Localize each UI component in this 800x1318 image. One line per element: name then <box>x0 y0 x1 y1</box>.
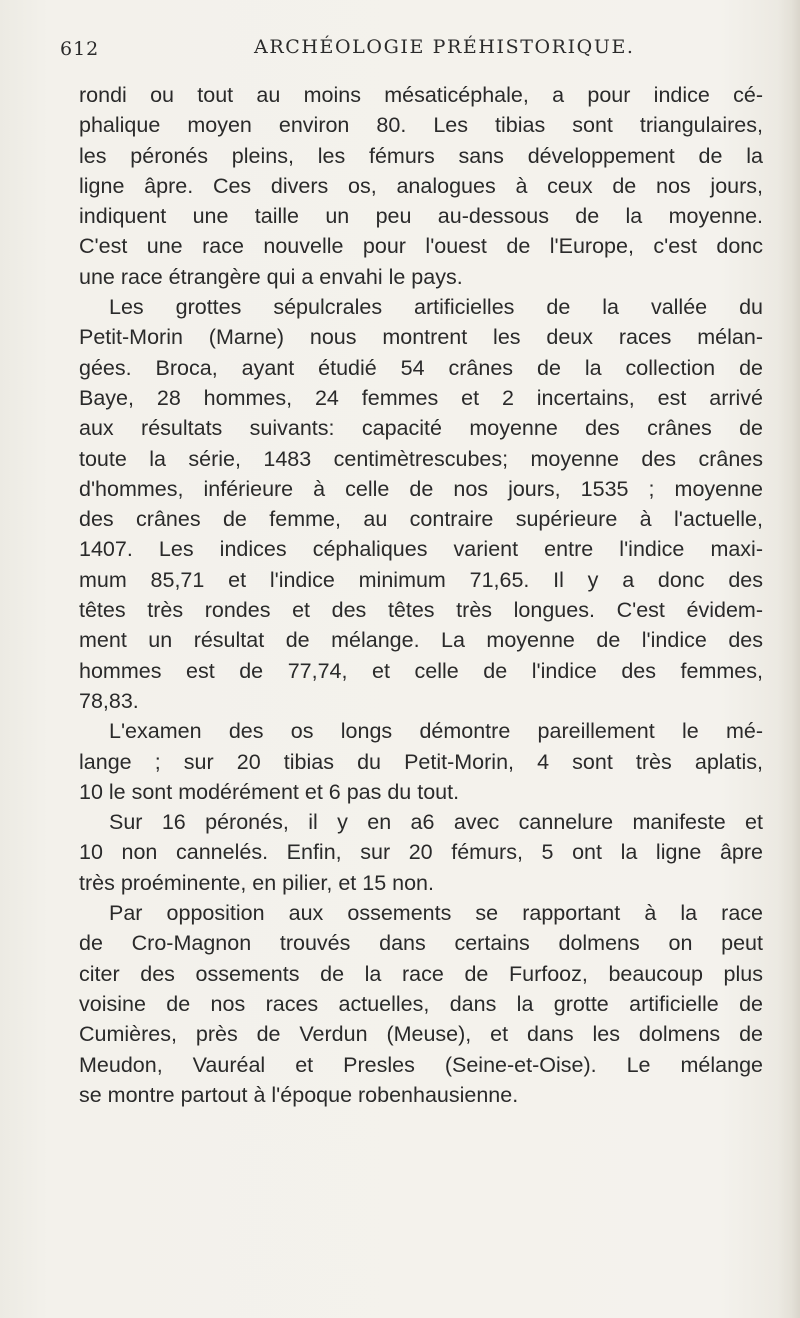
text-line: mum 85,71 et l'indice minimum 71,65. Il y a donc des <box>79 567 763 592</box>
text-line: Par opposition aux ossements se rapportant à la race <box>109 901 763 926</box>
text-line: gées. Broca, ayant étudié 54 crânes de la collection de <box>79 355 763 380</box>
text-line: se montre partout à l'époque robenhausienne. <box>79 1082 519 1107</box>
text-line: Sur 16 péronés, il y en a6 avec cannelure manifeste et <box>109 810 763 835</box>
text-line: 78,83. <box>79 688 139 713</box>
text-line: lange ; sur 20 tibias du Petit-Morin, 4 sont très aplatis, <box>79 749 763 774</box>
text-line: les péronés pleins, les fémurs sans développement de la <box>79 143 763 168</box>
text-line: voisine de nos races actuelles, dans la grotte artificielle de <box>79 991 763 1016</box>
body-text <box>79 80 763 1110</box>
text-line: hommes est de 77,74, et celle de l'indice des femmes, <box>79 658 763 683</box>
text-line: citer des ossements de la race de Furfooz, beaucoup plus <box>79 961 763 986</box>
text-line: très proéminente, en pilier, et 15 non. <box>79 870 434 895</box>
text-line: rondi ou tout au moins mésaticéphale, a pour indice cé- <box>79 83 763 107</box>
text-line: L'examen des os longs démontre pareillement le mé- <box>109 719 763 744</box>
text-line: Cumières, près de Verdun (Meuse), et dans les dolmens de <box>79 1022 763 1047</box>
text-line: d'hommes, inférieure à celle de nos jours, 1535 ; moyenne <box>79 476 763 501</box>
text-line: Baye, 28 hommes, 24 femmes et 2 incertains, est arrivé <box>79 385 763 410</box>
text-line: ment un résultat de mélange. La moyenne de l'indice des <box>79 628 763 653</box>
text-line: de Cro-Magnon trouvés dans certains dolmens on peut <box>79 931 763 956</box>
running-title: ARCHÉOLOGIE PRÉHISTORIQUE. <box>254 36 635 58</box>
page-header <box>56 30 756 64</box>
text-line: des crânes de femme, au contraire supérieure à l'actuelle, <box>79 507 763 532</box>
text-line: Les grottes sépulcrales artificielles de la vallée du <box>109 295 763 320</box>
text-line: 10 non cannelés. Enfin, sur 20 fémurs, 5 ont la ligne âpre <box>79 840 763 865</box>
text-line: aux résultats suivants: capacité moyenne des crânes de <box>79 416 763 441</box>
text-line: têtes très rondes et des têtes très longues. C'est évidem- <box>79 598 763 623</box>
text-line: toute la série, 1483 centimètrescubes; moyenne des crânes <box>79 446 763 471</box>
page-number: 612 <box>60 38 100 60</box>
text-line: une race étrangère qui a envahi le pays. <box>79 264 463 289</box>
text-line: ligne âpre. Ces divers os, analogues à ceux de nos jours, <box>79 173 763 198</box>
text-line: 10 le sont modérément et 6 pas du tout. <box>79 779 460 804</box>
page-edge-shadow <box>778 0 800 1318</box>
text-line: phalique moyen environ 80. Les tibias sont triangulaires, <box>79 113 763 138</box>
text-line: indiquent une taille un peu au-dessous de la moyenne. <box>79 204 763 229</box>
text-line: C'est une race nouvelle pour l'ouest de l'Europe, c'est donc <box>79 234 763 259</box>
text-line: Meudon, Vauréal et Presles (Seine-et-Oise). Le mélange <box>79 1052 763 1077</box>
text-line: 1407. Les indices céphaliques varient entre l'indice maxi- <box>79 537 763 562</box>
text-line: Petit-Morin (Marne) nous montrent les deux races mélan- <box>79 325 763 350</box>
